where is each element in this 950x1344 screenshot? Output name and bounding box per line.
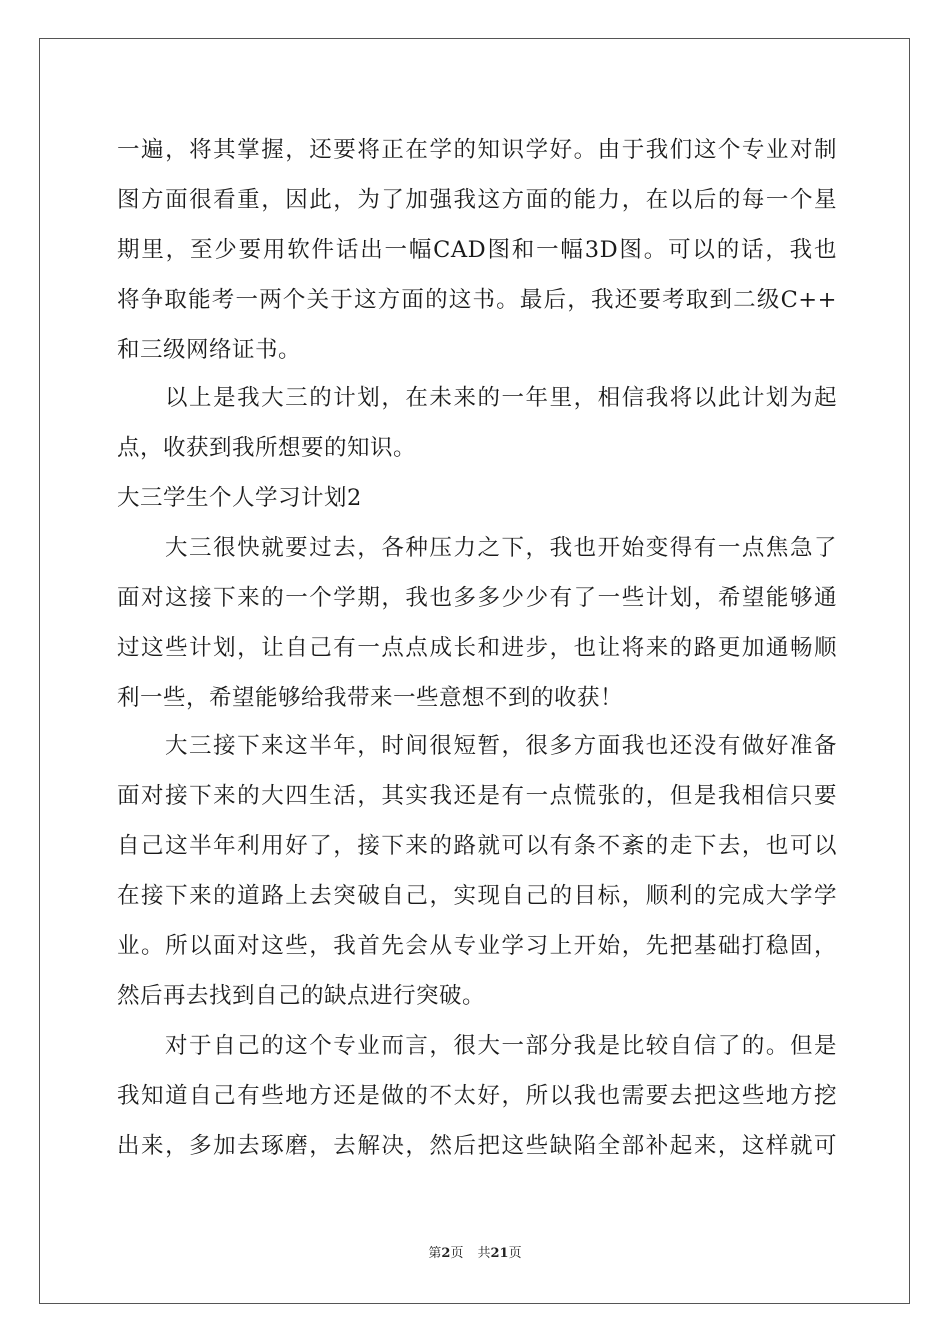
page-suffix: 页 — [450, 1246, 464, 1261]
text-line: 我知道自己有些地方还是做的不太好，所以我也需要去把这些地方挖 — [117, 1083, 837, 1109]
paragraph-first-line: 对于自己的这个专业而言，很大一部分我是比较自信了的。但是 — [165, 1033, 837, 1059]
text-line: 面对这接下来的一个学期，我也多多少少有了一些计划，希望能够通 — [117, 585, 837, 611]
page-number: 2 — [441, 1246, 451, 1261]
text-line: 图方面很看重，因此，为了加强我这方面的能力，在以后的每一个星 — [117, 187, 837, 213]
text-line: 过这些计划，让自己有一点点成长和进步，也让将来的路更加通畅顺 — [117, 635, 837, 661]
paragraph-first-line: 大三接下来这半年，时间很短暂，很多方面我也还没有做好准备 — [165, 733, 837, 759]
text-line: 和三级网络证书。 — [117, 337, 302, 363]
text-line: 利一些，希望能够给我带来一些意想不到的收获！ — [117, 685, 624, 711]
text-line: 业。所以面对这些，我首先会从专业学习上开始，先把基础打稳固， — [117, 933, 837, 959]
text-line: 一遍，将其掌握，还要将正在学的知识学好。由于我们这个专业对制 — [117, 137, 837, 163]
paragraph-first-line: 大三很快就要过去，各种压力之下，我也开始变得有一点焦急了 — [165, 535, 837, 561]
text-line: 自己这半年利用好了，接下来的路就可以有条不紊的走下去，也可以 — [117, 833, 837, 859]
page-prefix: 第 — [428, 1246, 442, 1261]
text-line: 面对接下来的大四生活，其实我还是有一点慌张的，但是我相信只要 — [117, 783, 837, 809]
text-line: 点，收获到我所想要的知识。 — [117, 435, 417, 461]
text-line: 期里，至少要用软件话出一幅CAD图和一幅3D图。可以的话，我也 — [117, 237, 837, 263]
total-pages: 21 — [490, 1246, 509, 1261]
text-line: 在接下来的道路上去突破自己，实现自己的目标，顺利的完成大学学 — [117, 883, 837, 909]
page-border — [39, 38, 910, 1304]
text-line: 然后再去找到自己的缺点进行突破。 — [117, 983, 486, 1009]
total-prefix: 共 — [477, 1246, 491, 1261]
page-footer — [0, 1245, 950, 1263]
total-suffix: 页 — [508, 1246, 522, 1261]
text-line: 出来，多加去琢磨，去解决，然后把这些缺陷全部补起来，这样就可 — [117, 1133, 837, 1159]
paragraph-first-line: 以上是我大三的计划，在未来的一年里，相信我将以此计划为起 — [165, 385, 837, 411]
text-line: 将争取能考一两个关于这方面的这书。最后，我还要考取到二级C++ — [117, 287, 837, 313]
section-heading: 大三学生个人学习计划2 — [117, 485, 362, 511]
